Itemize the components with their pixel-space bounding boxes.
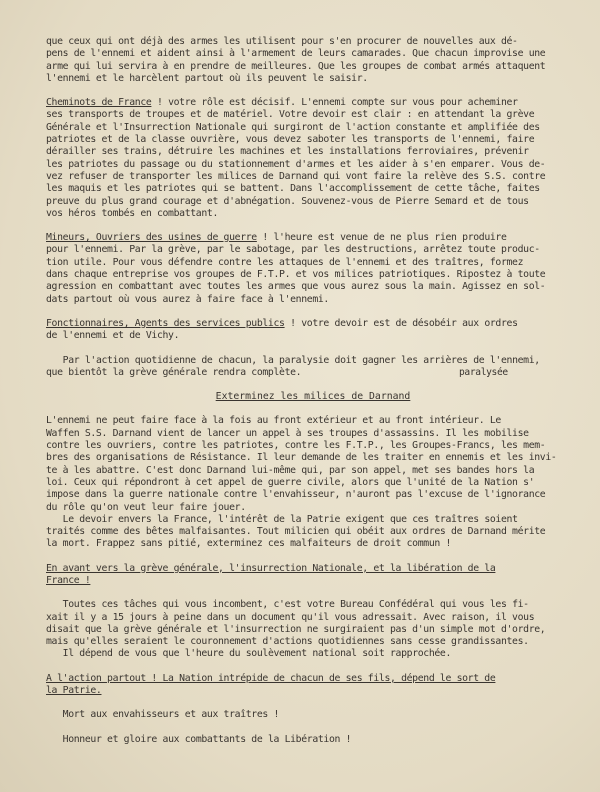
closing-honneur	[46, 734, 580, 746]
heading-milices	[46, 391, 580, 403]
text-line: preuve du plus grand courage et d'abnégation. Souvenez-vous de Pierre Semard et de tous	[46, 195, 529, 207]
text-line: mais qu'elles seraient le couronnement d'actions quotidiennes sans cesse grandissantes.	[46, 636, 529, 648]
text-line: Il dépend de vous que l'heure du soulèvement national soit rapprochée.	[62, 648, 452, 660]
text-line: tion utile. Pour vous défendre contre les attaques de l'ennemi et des traîtres, formez	[46, 256, 524, 268]
heading-text: En avant vers la grève générale, l'insurrection Nationale, et la libération de la	[46, 562, 496, 574]
heading-text: A l'action partout ! La Nation intrépide de chacun de ses fils, dépend le sort de	[46, 672, 496, 684]
text-line: du rôle qu'on veut leur faire jouer.	[46, 501, 246, 513]
paragraph-mineurs	[46, 232, 580, 306]
text-line: vez refuser de transporter les milices de Darnand qui vont faire la relève des S.S. contre	[46, 170, 546, 182]
closing-mort	[46, 709, 580, 721]
text-line: que bientôt la grève générale rendra complète.	[46, 366, 302, 378]
paragraph-cheminots	[46, 97, 580, 220]
paragraph-fonctionnaires	[46, 318, 580, 343]
closing-text: Honneur et gloire aux combattants de la Libération !	[62, 733, 352, 745]
heading-action-partout	[46, 673, 580, 698]
text-line: xait il y a 15 jours à peine dans un document qu'il vous adressait. Avec raison, il vous	[46, 611, 535, 623]
typed-correction: paralysée	[459, 366, 508, 378]
text-line: Par l'action quotidienne de chacun, la paralysie doit gagner les arrières de l'ennemi,	[62, 354, 540, 366]
text-line: pour l'ennemi. Par la grève, par le sabotage, par les destructions, arrêtez toute produc-	[46, 244, 540, 256]
text-line: Toutes ces tâches qui vous incombent, c'est votre Bureau Confédéral qui vous les fi-	[62, 599, 529, 611]
text-line: les maquis et les patriotes qui se battent. Dans l'accomplissement de cette tâche, faites	[46, 183, 540, 195]
lead-cheminots: Cheminots de France	[46, 97, 152, 109]
text-line: dats partout où vous aurez à faire face à l'ennemi.	[46, 293, 329, 305]
paragraph-paralysie	[46, 355, 580, 380]
text-line: bres des organisations de Résistance. Il leur demande de les traiter en ennemis et les invi-	[46, 452, 557, 464]
text-line: ses transports de troupes et de matériel. Votre devoir est clair : en attendant la grève	[46, 109, 535, 121]
paragraph-darnand	[46, 415, 580, 550]
heading-text: France !	[46, 574, 91, 586]
text-line: la mort. Frappez sans pitié, exterminez ces malfaiteurs de droit commun !	[46, 538, 452, 550]
text-line: ! l'heure est venue de ne plus rien produire	[262, 232, 507, 244]
text-line: L'ennemi ne peut faire face à la fois au front extérieur et au front intérieur. Le	[46, 415, 501, 427]
paragraph-armes	[46, 36, 580, 85]
text-line: les patriotes du passage ou du stationnement d'armes et les aider à s'en emparer. Vous de-	[46, 158, 546, 170]
text-line: traités comme des bêtes malfaisantes. Tout milicien qui obéit aux ordres de Darnand mérite	[46, 526, 546, 538]
text-line: vos héros tombés en combattant.	[46, 207, 218, 219]
text-line: impose dans la guerre nationale contre l'envahisseur, n'auront pas l'excuse de l'ignorance	[46, 489, 546, 501]
lead-fonctionnaires: Fonctionnaires, Agents des services publics	[46, 317, 285, 329]
text-line: disait que la grève générale et l'insurrection ne surgiraient pas d'un simple mot d'ordre,	[46, 623, 546, 635]
text-line: Waffen S.S. Darnand vient de lancer un appel à ses troupes d'assassins. Il les mobilise	[46, 427, 529, 439]
text-line: contre les ouvriers, contre les patriotes, contre les F.T.P., les Groupes-Francs, les mem-	[46, 440, 546, 452]
paragraph-bureau-confederal	[46, 599, 580, 660]
text-line: dans chaque entreprise vos groupes de F.T.P. et vos milices patriotiques. Ripostez à toute	[46, 269, 546, 281]
text-line: Le devoir envers la France, l'intérêt de la Patrie exigent que ces traîtres soient	[62, 513, 518, 525]
text-line: ! votre rôle est décisif. L'ennemi compte sur vous pour acheminer	[156, 97, 518, 109]
closing-text: Mort aux envahisseurs et aux traîtres !	[62, 709, 280, 721]
text-line: Générale et l'Insurrection Nationale qui surgiront de l'action constante et amplifiée des	[46, 121, 540, 133]
text-line: agression en combattant avec toutes les armes que vous aurez sous la main. Agissez en sol-	[46, 281, 546, 293]
heading-text: Exterminez les milices de Darnand	[215, 391, 411, 403]
lead-mineurs: Mineurs, Ouvriers des usines de guerre	[46, 232, 257, 244]
text-line: arme qui lui servira à en prendre de meilleures. Que les groupes de combat armés attaquent	[46, 60, 546, 72]
heading-greve-generale	[46, 563, 580, 588]
text-line: loi. Ceux qui répondront à cet appel de guerre civile, alors que l'unité de la Nation s'	[46, 476, 535, 488]
text-line: patriotes et de la classe ouvrière, vous devez saboter les transports de l'ennemi, faire	[46, 134, 535, 146]
text-line: de l'ennemi et de Vichy.	[46, 330, 180, 342]
text-line: ! votre devoir est de désobéir aux ordres	[290, 317, 518, 329]
text-line: pens de l'ennemi et aident ainsi à l'armement de leurs camarades. Que chacun improvise une	[46, 48, 546, 60]
text-line: te à les abattre. C'est donc Darnand lui-même qui, par son appel, met ses bandes hors la	[46, 464, 535, 476]
heading-text: la Patrie.	[46, 685, 102, 697]
text-line: dérailler ses trains, détruire les machines et les installations ferroviaires, prévenir	[46, 146, 529, 158]
text-line: que ceux qui ont déjà des armes les utilisent pour s'en procurer de nouvelles aux dé-	[46, 36, 518, 47]
text-line: l'ennemi et le harcèlent partout où ils peuvent le saisir.	[46, 72, 368, 84]
